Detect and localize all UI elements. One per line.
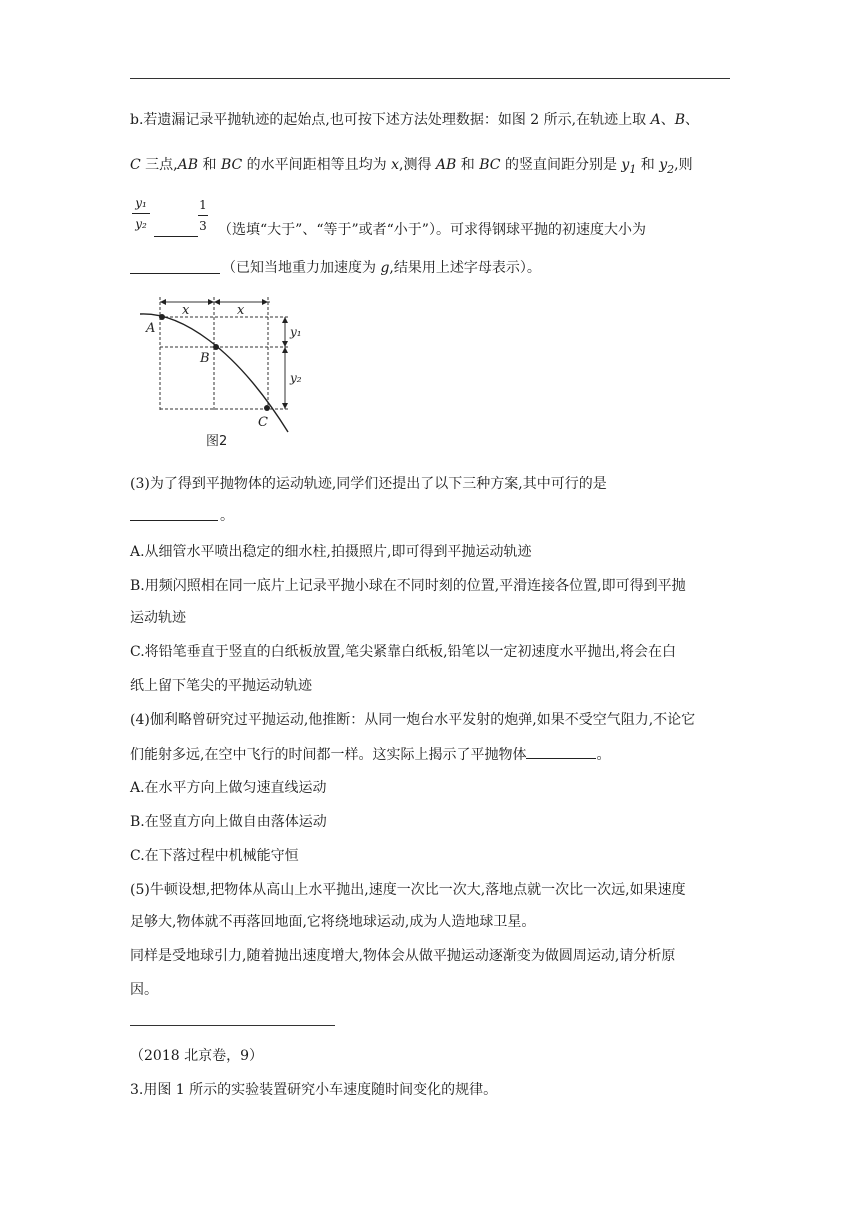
q5-line2: 足够大,物体就不再落回地面,它将绕地球运动,成为人造地球卫星。	[130, 914, 536, 930]
ratio-fraction: y₁ y₂	[132, 196, 150, 231]
label-a: A	[146, 321, 156, 336]
q3-option-a: A.从细管水平喷出稳定的细水柱,拍摄照片,即可得到平抛运动轨迹	[130, 544, 532, 560]
q3-option-c-line2: 纸上留下笔尖的平抛运动轨迹	[130, 678, 312, 694]
arrowhead	[282, 347, 288, 353]
question-3-stem: 3.用图 1 所示的实验装置研究小车速度随时间变化的规律。	[130, 1082, 498, 1098]
label-y1: y₁	[290, 325, 302, 339]
q4-option-b: B.在竖直方向上做自由落体运动	[130, 814, 327, 830]
q3-stem: (3)为了得到平抛物体的运动轨迹,同学们还提出了以下三种方案,其中可行的是	[130, 476, 607, 492]
q4-answer-blank[interactable]	[526, 744, 596, 759]
answer-blank-2[interactable]	[130, 273, 220, 274]
label-b: B	[200, 351, 210, 366]
q3-option-b-line2: 运动轨迹	[130, 610, 186, 626]
arrowhead	[208, 299, 214, 305]
arrowhead	[282, 341, 288, 347]
point-c-dot	[264, 405, 270, 411]
q4-stem-line1: (4)伽利略曾研究过平抛运动,他推断：从同一炮台水平发射的炮弹,如果不受空气阻力,不论它	[130, 712, 696, 728]
label-x-right: x	[237, 303, 245, 318]
answer-blank-1[interactable]	[154, 236, 198, 237]
label-c: C	[258, 415, 268, 430]
figure-2-diagram	[140, 292, 300, 452]
part-b-line-3: （选填“大于”、“等于”或者“小于”）。可求得钢球平抛的初速度大小为	[218, 222, 646, 238]
point-a-dot	[159, 314, 165, 320]
header-rule	[130, 78, 730, 79]
label-x-left: x	[182, 303, 190, 318]
arrowhead	[282, 403, 288, 409]
arrowhead	[214, 299, 220, 305]
point-b-dot	[213, 344, 219, 350]
q5-answer-line[interactable]	[130, 1025, 335, 1026]
q3-option-c-line1: C.将铅笔垂直于竖直的白纸板放置,笔尖紧靠白纸板,铅笔以一定初速度水平抛出,将会在白	[130, 644, 677, 660]
label-y2: y₂	[290, 371, 302, 385]
q4-stem-line2: 们能射多远,在空中飞行的时间都一样。这实际上揭示了平抛物体 。	[130, 744, 610, 765]
one-third-fraction: 1 3	[199, 198, 207, 233]
arrowhead	[282, 317, 288, 323]
q3-option-b-line1: B.用频闪照相在同一底片上记录平抛小球在不同时刻的位置,平滑连接各位置,即可得到平抛	[130, 578, 686, 594]
part-b-line-4: （已知当地重力加速度为 g,结果用上述字母表示）。	[222, 260, 541, 276]
part-b-line-2: C 三点,AB 和 BC 的水平间距相等且均为 x,测得 AB 和 BC 的竖直间距分别是 $y_1$ 和 $y_2$,则	[130, 157, 693, 176]
q3-answer-blank[interactable]	[130, 520, 218, 521]
q4-option-c: C.在下落过程中机械能守恒	[130, 848, 299, 864]
figure-caption: 图2	[206, 434, 228, 449]
q5-line1: (5)牛顿设想,把物体从高山上水平抛出,速度一次比一次大,落地点就一次比一次远,如果速度	[130, 882, 686, 898]
source-citation: （2018 北京卷，9）	[130, 1048, 263, 1064]
q4-option-a: A.在水平方向上做匀速直线运动	[130, 780, 327, 796]
q5-line4: 因。	[130, 982, 158, 998]
arrowhead	[262, 299, 268, 305]
q3-stem-end: 。	[220, 508, 234, 524]
q5-line3: 同样是受地球引力,随着抛出速度增大,物体会从做平抛运动逐渐变为做圆周运动,请分析原	[130, 948, 676, 964]
part-b-line-1: b.若遗漏记录平抛轨迹的起始点,也可按下述方法处理数据：如图 2 所示,在轨迹上取 A、B、	[130, 112, 699, 128]
arrowhead	[160, 299, 166, 305]
